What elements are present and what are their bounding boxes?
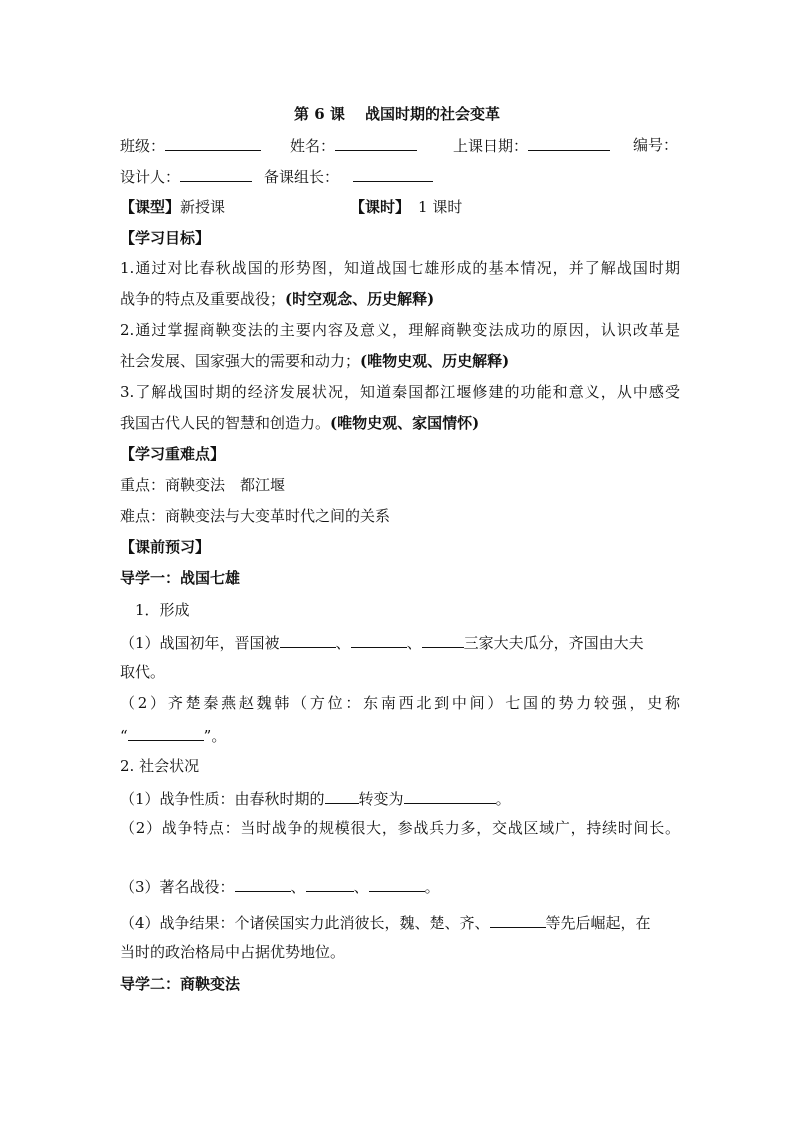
goal-1-tag: (时空观念、历史解释) xyxy=(285,290,435,308)
goal-2-line-1: 2.通过掌握商鞅变法的主要内容及意义，理解商鞅变法成功的原因，认识改革是 xyxy=(120,321,680,339)
goal-3-line-2: 我国古代人民的智慧和创造力。(唯物史观、家国情怀) xyxy=(120,414,480,432)
question-2-line-1: （2）齐楚秦燕赵魏韩（方位：东南西北到中间）七国的势力较强，史称 xyxy=(120,694,680,712)
number-field: 编号： xyxy=(633,136,679,154)
lesson-hours: 【课时】 1 课时 xyxy=(350,198,463,216)
social-3: （3）著名战役： 、 、 。 xyxy=(120,875,680,897)
date-blank xyxy=(528,134,610,151)
s3-blank-2 xyxy=(306,875,354,892)
leader-blank xyxy=(353,165,433,182)
s1-blank-1 xyxy=(325,787,359,804)
preview-heading: 【课前预习】 xyxy=(120,538,211,556)
goal-2-line-2: 社会发展、国家强大的需要和动力；(唯物史观、历史解释) xyxy=(120,352,510,370)
s1-blank-2 xyxy=(404,787,496,804)
leader-field: 备课组长： xyxy=(264,165,433,187)
social-1: （1）战争性质：由春秋时期的 转变为 。 xyxy=(120,787,680,809)
question-1-line-2: 取代。 xyxy=(120,663,166,681)
name-field: 姓名： xyxy=(290,134,417,156)
name-blank xyxy=(335,134,417,151)
key-points-heading: 【学习重难点】 xyxy=(120,445,226,463)
class-field: 班级： xyxy=(120,134,261,156)
s3-blank-1 xyxy=(235,875,291,892)
s3-blank-3 xyxy=(369,875,425,892)
s4-blank xyxy=(490,911,546,928)
social-2: （2）战争特点：当时战争的规模很大，参战兵力多，交战区域广，持续时间长。 xyxy=(120,819,680,837)
q1-blank-1 xyxy=(280,631,336,648)
lesson-number: 第 6 课 xyxy=(294,105,345,123)
goal-1-line-2: 战争的特点及重要战役；(时空观念、历史解释) xyxy=(120,290,435,308)
goal-3-line-1: 3.了解战国时期的经济发展状况，知道秦国都江堰修建的功能和意义，从中感受 xyxy=(120,383,680,401)
lesson-type: 【课型】新授课 xyxy=(120,198,226,216)
q2-blank xyxy=(128,724,204,741)
item-1-formation: 1．形成 xyxy=(135,601,190,619)
designer-field: 设计人： xyxy=(120,165,252,187)
difficult-point: 难点：商鞅变法与大变革时代之间的关系 xyxy=(120,507,391,525)
goal-3-tag: (唯物史观、家国情怀) xyxy=(330,414,480,432)
goal-1-line-1: 1.通过对比春秋战国的形势图，知道战国七雄形成的基本情况，并了解战国时期 xyxy=(120,259,680,277)
question-2-line-2: “ ”。 xyxy=(120,724,680,746)
guide-1-heading: 导学一：战国七雄 xyxy=(120,569,241,587)
page-title xyxy=(0,103,794,124)
q1-blank-2 xyxy=(351,631,407,648)
guide-2-heading: 导学二：商鞅变法 xyxy=(120,975,241,993)
goals-heading: 【学习目标】 xyxy=(120,229,211,247)
item-2-social: 2. 社会状况 xyxy=(120,757,200,775)
goal-2-tag: (唯物史观、历史解释) xyxy=(360,352,510,370)
social-4-line-1: （4）战争结果：个诸侯国实力此消彼长，魏、楚、齐、 等先后崛起，在 xyxy=(120,911,680,933)
designer-blank xyxy=(180,165,252,182)
social-4-line-2: 当时的政治格局中占据优势地位。 xyxy=(120,943,346,961)
q1-blank-3 xyxy=(422,631,464,648)
key-point: 重点：商鞅变法 都江堰 xyxy=(120,476,286,494)
class-blank xyxy=(165,134,261,151)
date-field: 上课日期： xyxy=(453,134,610,156)
question-1-line-1: （1）战国初年，晋国被 、 、 三家大夫瓜分，齐国由大夫 xyxy=(120,631,680,653)
lesson-name: 战国时期的社会变革 xyxy=(364,105,500,123)
